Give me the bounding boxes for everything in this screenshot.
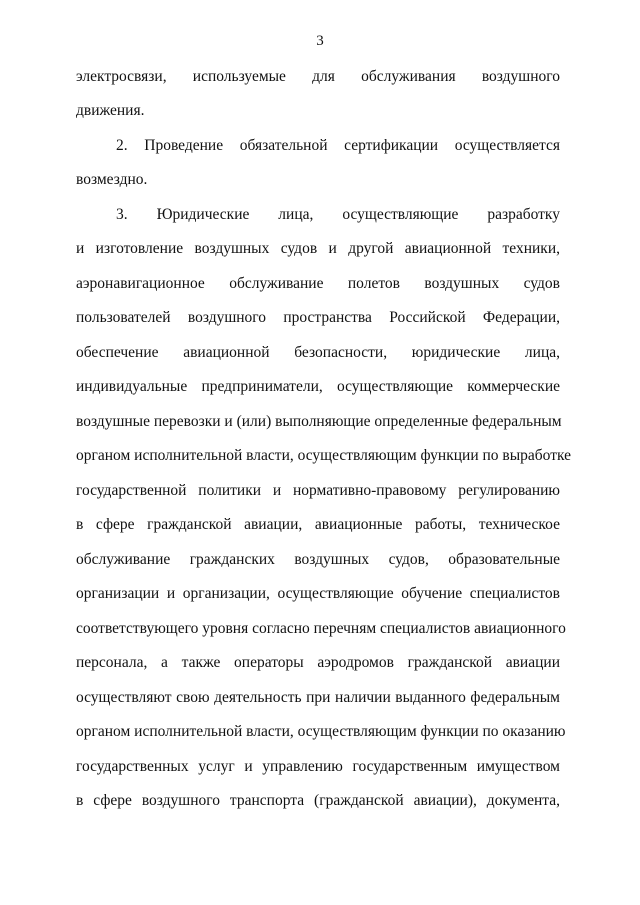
text-line: в сфере воздушного транспорта (гражданской авиации), документа, xyxy=(76,792,560,809)
page-number: 3 xyxy=(316,33,324,49)
text-line: индивидуальные предприниматели, осуществляющие коммерческие xyxy=(76,378,560,395)
text-line: 2. Проведение обязательной сертификации осуществляется xyxy=(116,137,560,154)
text-line: и изготовление воздушных судов и другой авиационной техники, xyxy=(76,240,560,257)
text-line: организации и организации, осуществляющие обучение специалистов xyxy=(76,585,560,602)
text-line: обслуживание гражданских воздушных судов, образовательные xyxy=(76,551,560,568)
text-line: 3. Юридические лица, осуществляющие разработку xyxy=(116,206,560,223)
text-line: осуществляют свою деятельность при наличии выданного федеральным xyxy=(76,689,560,706)
text-line: органом исполнительной власти, осуществляющим функции по выработке xyxy=(76,447,572,464)
text-line: персонала, а также операторы аэродромов гражданской авиации xyxy=(76,654,560,671)
text-line: воздушные перевозки и (или) выполняющие определенные федеральным xyxy=(76,413,562,430)
text-line: возмездно. xyxy=(76,171,148,188)
text-line: обеспечение авиационной безопасности, юридические лица, xyxy=(76,344,560,361)
text-line: соответствующего уровня согласно перечням специалистов авиационного xyxy=(76,620,566,637)
text-line: органом исполнительной власти, осуществляющим функции по оказанию xyxy=(76,723,566,740)
text-line: аэронавигационное обслуживание полетов воздушных судов xyxy=(76,275,560,292)
text-line: пользователей воздушного пространства Российской Федерации, xyxy=(76,309,560,326)
text-line: в сфере гражданской авиации, авиационные работы, техническое xyxy=(76,516,560,533)
text-line: электросвязи, используемые для обслуживания воздушного xyxy=(76,68,560,85)
text-line: государственных услуг и управлению государственным имуществом xyxy=(76,758,560,775)
text-line: движения. xyxy=(76,102,145,119)
text-line: государственной политики и нормативно-правовому регулированию xyxy=(76,482,560,499)
